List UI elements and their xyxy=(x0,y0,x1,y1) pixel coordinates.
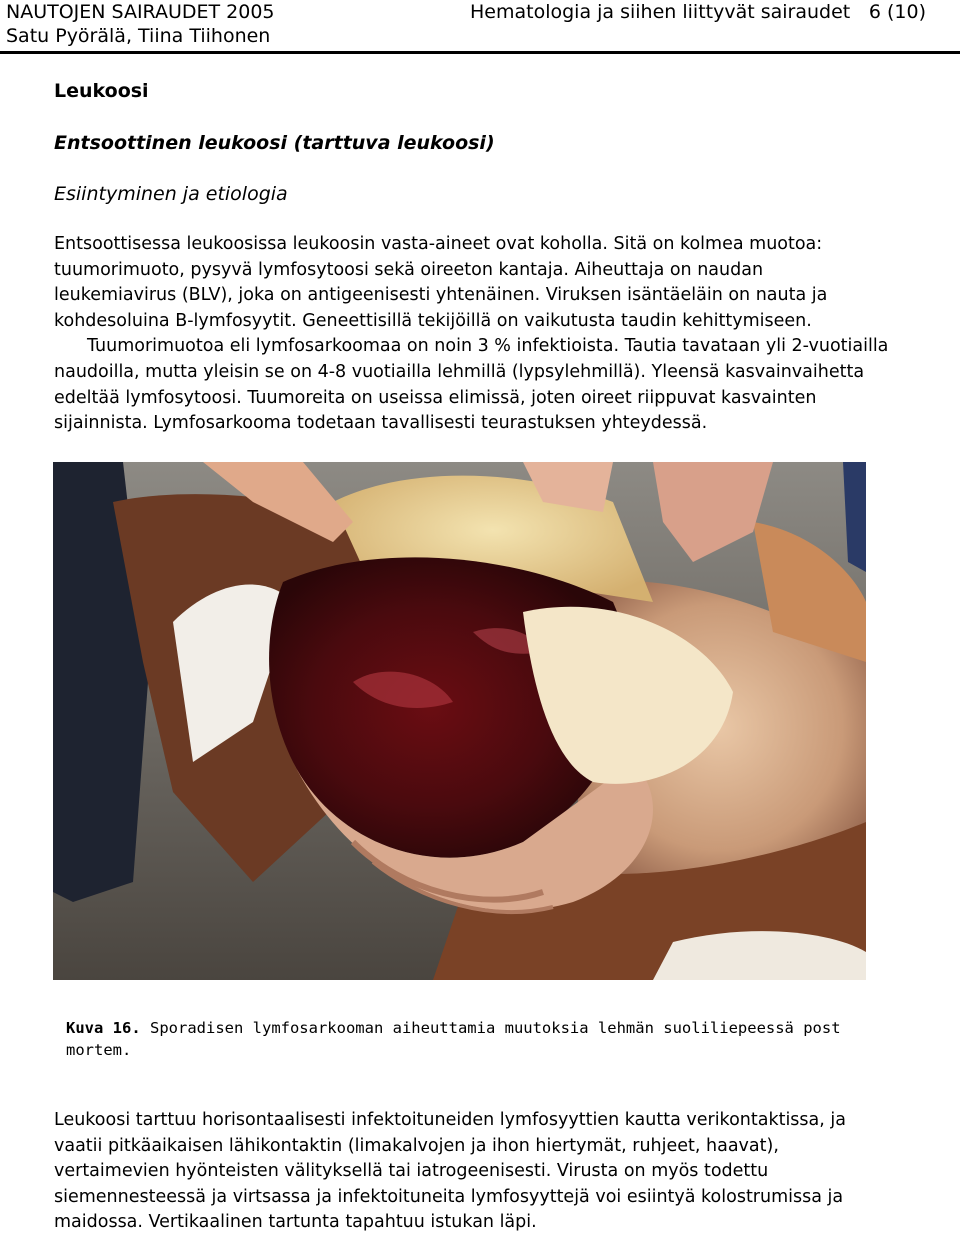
header-topic: Hematologia ja siihen liittyvät sairaudet xyxy=(470,1,851,23)
header-page-number: 6 (10) xyxy=(868,1,926,23)
paragraph-line: edeltää lymfosytoosi. Tuumoreita on useissa elimissä, joten oireet riippuvat kasvainten xyxy=(54,387,817,408)
paragraph-line: kohdesoluina B-lymfosyytit. Geneettisillä tekijöillä on vaikutusta taudin kehittymiseen. xyxy=(54,310,812,331)
paragraph-line: vertaimevien hyönteisten välityksellä tai iatrogeenisesti. Virusta on myös todettu xyxy=(54,1161,769,1182)
paragraph-line: Leukoosi tarttuu horisontaalisesti infektoituneiden lymfosyyttien kautta verikontaktissa, ja xyxy=(54,1110,846,1130)
figure-photo-necropsy xyxy=(53,462,866,980)
section-title: Leukoosi xyxy=(54,80,149,102)
paragraph-line: naudoilla, mutta yleisin se on 4-8 vuotiailla lehmillä (lypsylehmillä). Yleensä kasvainvaihetta xyxy=(54,361,865,382)
paragraph-line: siemennesteessä ja virtsassa ja infektoituneita lymfosyyttejä voi esiintyä kolostrumissa ja xyxy=(54,1186,844,1207)
paragraph-line: tuumorimuoto, pysyvä lymfosytoosi sekä oireeton kantaja. Aiheuttaja on naudan xyxy=(54,259,764,280)
paragraph-line: maidossa. Vertikaalinen tartunta tapahtuu istukan läpi. xyxy=(54,1212,537,1233)
paragraph-line: sijainnista. Lymfosarkooma todetaan tavallisesti teurastuksen yhteydessä. xyxy=(54,413,708,434)
figure-caption-text: Sporadisen lymfosarkooman aiheuttamia muutoksia lehmän suoliliepeessä post xyxy=(150,1019,841,1037)
paragraph-line: Tuumorimuotoa eli lymfosarkoomaa on noin 3 % infektioista. Tautia tavataan yli 2-vuotiailla xyxy=(87,336,889,357)
subsubsection-title: Esiintyminen ja etiologia xyxy=(54,183,288,205)
subsection-title: Entsoottinen leukoosi (tarttuva leukoosi) xyxy=(54,132,495,154)
necropsy-photo-illustration xyxy=(53,462,866,980)
header-authors: Satu Pyörälä, Tiina Tiihonen xyxy=(6,25,271,47)
paragraph-line: Entsoottisessa leukoosissa leukoosin vasta-aineet ovat koholla. Sitä on kolmea muotoa: xyxy=(54,234,823,254)
paragraph-transmission xyxy=(54,1108,934,1236)
figure-caption-text-cont: mortem. xyxy=(66,1041,132,1059)
header-divider xyxy=(0,51,960,54)
header-course: NAUTOJEN SAIRAUDET 2005 xyxy=(6,1,275,23)
paragraph-etiology xyxy=(54,232,934,437)
figure-caption xyxy=(66,1017,896,1061)
paragraph-line: leukemiavirus (BLV), joka on antigeenisesti yhtenäinen. Viruksen isäntäeläin on nauta ja xyxy=(54,285,828,306)
paragraph-line: vaatii pitkäaikaisen lähikontaktin (limakalvojen ja ihon hiertymät, ruhjeet, haavat), xyxy=(54,1135,779,1156)
figure-label: Kuva 16. xyxy=(66,1019,141,1037)
